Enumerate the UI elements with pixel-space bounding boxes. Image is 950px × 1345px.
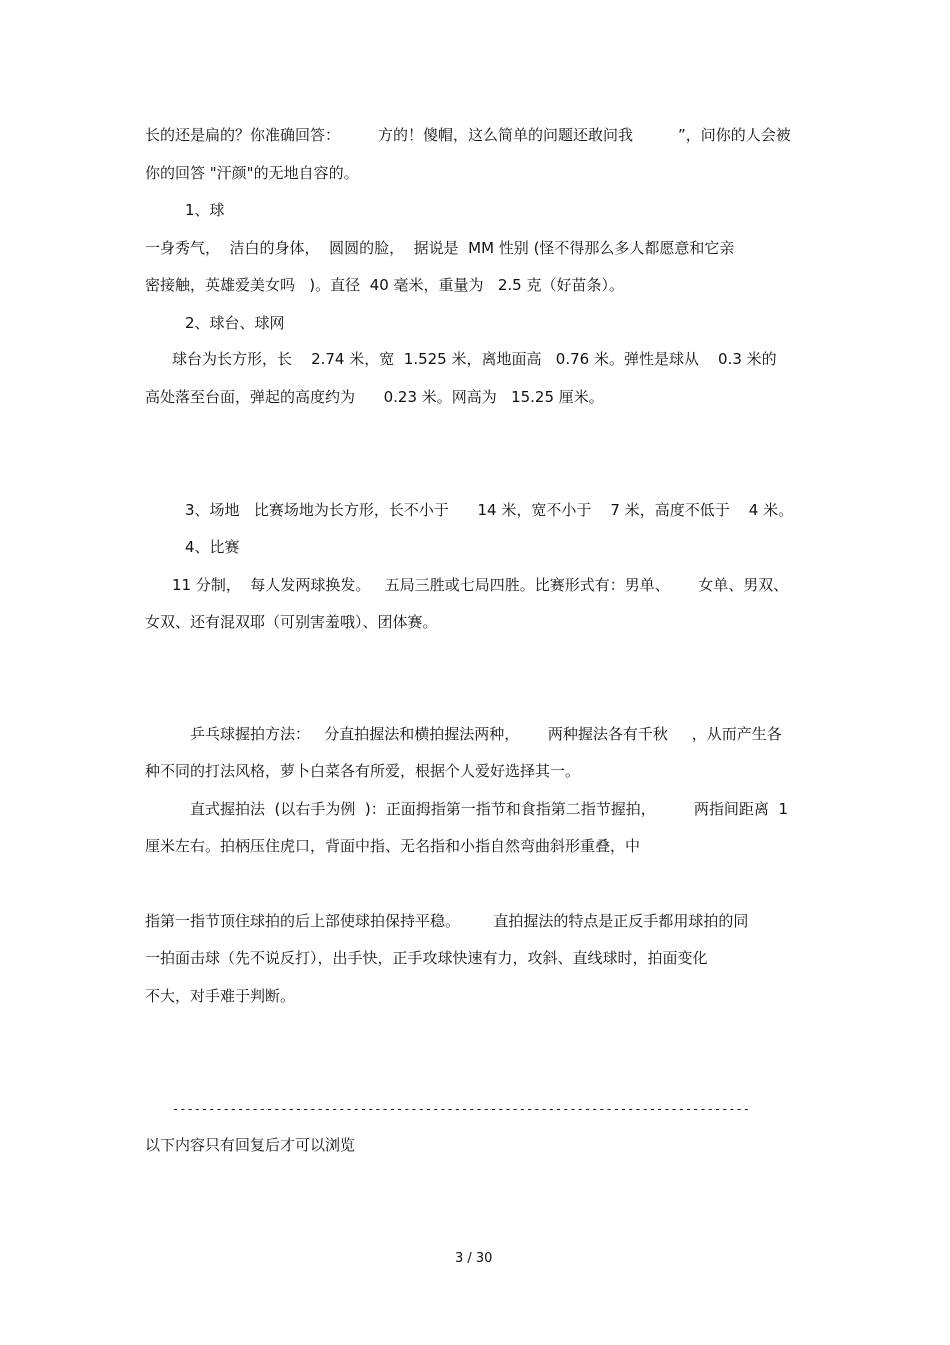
text-line: 你的回答 "汗颜"的无地自容的。 [145,164,359,182]
divider: -------------------------------------------------------------------------------- [172,1102,750,1116]
text-line: 密接触，英雄爱美女吗 )。直径 40 毫米，重量为 2.5 克（好苗条）。 [145,276,624,294]
section-heading: 4、比赛 [185,538,240,556]
text-line: 乒乓球握拍方法： 分直拍握法和横拍握法两种， 两种握法各有千秋 ，从而产生各 [190,725,782,743]
text-line: 厘米左右。拍柄压住虎口，背面中指、无名指和小指自然弯曲斜形重叠，中 [145,837,641,855]
text-line: 高处落至台面，弹起的高度约为 0.23 米。网高为 15.25 厘米。 [145,388,604,406]
text-line: 直式握拍法 (以右手为例 )：正面拇指第一指节和食指第二指节握拍， 两指间距离 1 [190,800,789,818]
page-number: 3 / 30 [455,1251,493,1266]
text-line: 以下内容只有回复后才可以浏览 [145,1136,356,1154]
section-heading: 1、球 [185,201,225,219]
text-line: 不大，对手难于判断。 [145,987,296,1005]
text-line: 种不同的打法风格，萝卜白菜各有所爱，根据个人爱好选择其一。 [145,762,581,780]
text-line: 球台为长方形，长 2.74 米，宽 1.525 米，离地面高 0.76 米。弹性是球从 0.3 米的 [172,350,777,368]
text-line: ”，问你的人会被 [678,126,791,144]
section-heading: 3、场地 比赛场地为长方形，长不小于 14 米，宽不小于 7 米，高度不低于 4 米。 [185,501,794,519]
text-line: 一拍面击球（先不说反打），出手快，正手攻球快速有力，攻斜、直线球时，拍面变化 [145,949,708,967]
text-line: 11 分制， 每人发两球换发。 五局三胜或七局四胜。比赛形式有：男单、 女单、男双、 [172,576,789,594]
section-heading: 2、球台、球网 [185,314,285,332]
text-line: 方的！傻帽，这么简单的问题还敢问我 [378,126,634,144]
text-line: 长的还是扁的？你准确回答： [145,126,341,144]
text-line: 女双、还有混双耶（可别害羞哦）、团体赛。 [145,613,438,631]
text-line: 一身秀气， 洁白的身体， 圆圆的脸， 据说是 MM 性别 (怪不得那么多人都愿意和它亲 [145,239,735,257]
text-line: 指第一指节顶住球拍的后上部使球拍保持平稳。 直拍握法的特点是正反手都用球拍的同 [145,912,749,930]
